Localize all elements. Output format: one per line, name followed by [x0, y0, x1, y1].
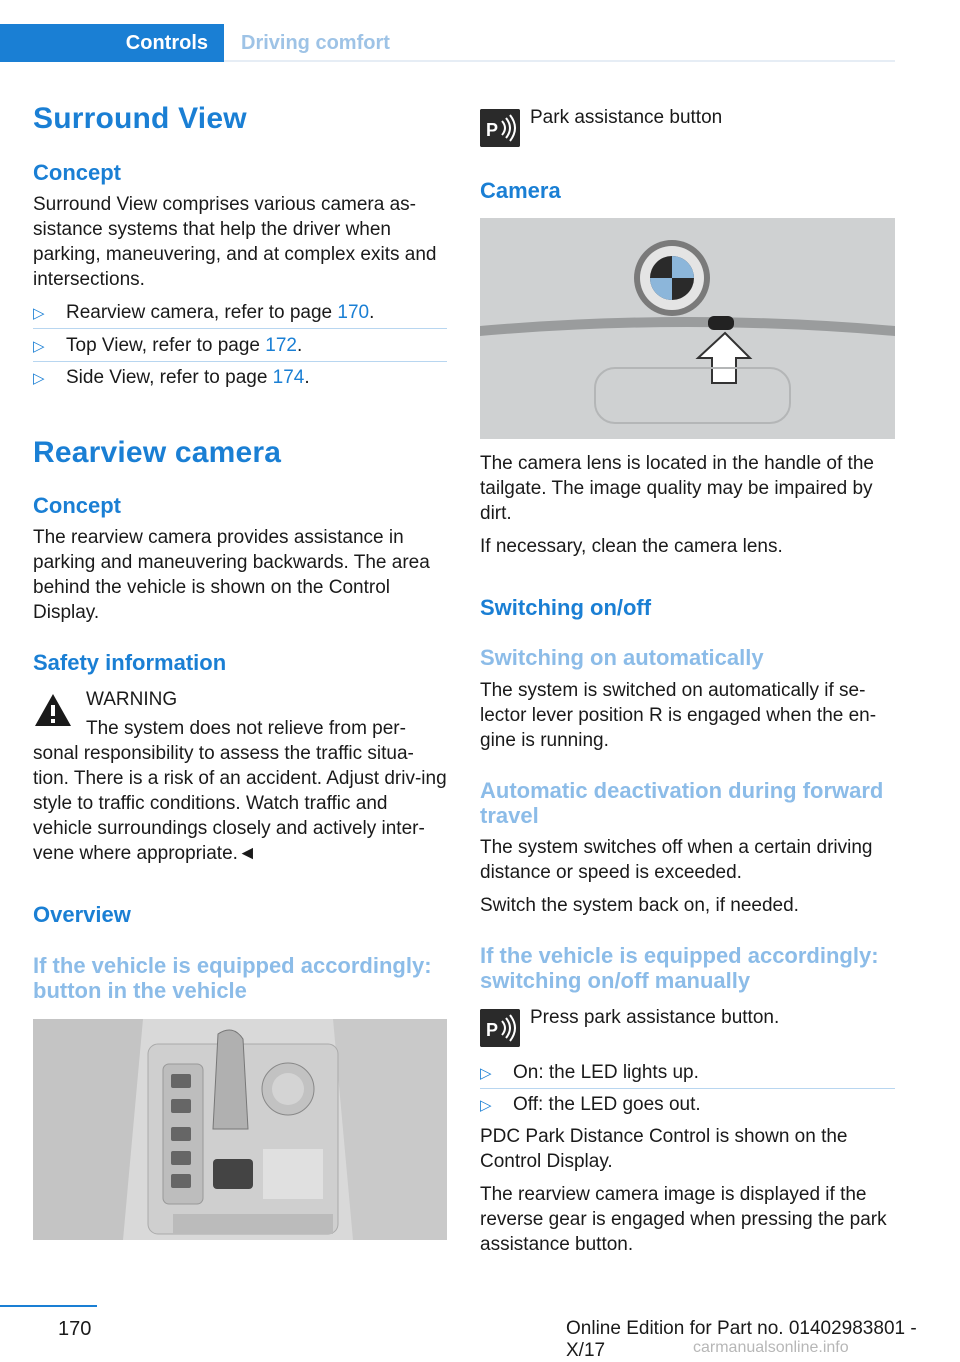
overview-heading: Overview — [33, 902, 131, 927]
list-item — [33, 300, 447, 326]
switch-back-text: Switch the system back on, if needed. — [480, 895, 799, 916]
surround-view-title: Surround View — [33, 102, 247, 135]
concept-text: The rearview camera provides assistance in parking and maneuvering backwards. The area behind the vehicle is shown on the Control Display. — [33, 527, 430, 623]
list-item-text: Rearview camera, refer to page — [66, 302, 338, 323]
page-link[interactable]: 170 — [337, 302, 370, 323]
automatic-deactivation-heading: Automatic deactivation during forward travel — [480, 778, 884, 828]
tab-driving-comfort[interactable]: Driving comfort — [241, 31, 390, 54]
switching-on-automatically-heading: Switching on automatically — [480, 645, 764, 670]
list-item — [33, 333, 447, 359]
list-item — [480, 1092, 895, 1118]
triangle-bullet-icon: ▷ — [33, 338, 45, 355]
triangle-bullet-icon: ▷ — [480, 1065, 492, 1082]
list-divider — [480, 1088, 895, 1089]
page-number: 170 — [58, 1318, 92, 1340]
list-divider — [33, 328, 447, 329]
list-item-end: . — [369, 302, 375, 323]
park-assistance-button-label: Park assistance button — [530, 107, 723, 128]
park-assistance-button-icon — [480, 1009, 520, 1047]
list-divider — [33, 361, 447, 362]
concept-text: Surround View comprises various camera as-sistance systems that help the driver when parking, maneuvering, and at complex exits and intersections. — [33, 194, 437, 290]
safety-information-heading: Safety information — [33, 650, 227, 675]
triangle-bullet-icon: ▷ — [33, 370, 45, 387]
concept-heading: Concept — [33, 160, 121, 185]
triangle-bullet-icon: ▷ — [480, 1097, 492, 1114]
list-item — [33, 365, 447, 391]
rearview-camera-title: Rearview camera — [33, 436, 282, 469]
camera-heading: Camera — [480, 178, 561, 203]
auto-on-text: The system is switched on automatically if se-lector lever position R is engaged when the en-gine is running. — [480, 680, 877, 751]
camera-image-text: The rearview camera image is displayed if the reverse gear is engaged when pressing the park assistance button. — [480, 1184, 887, 1255]
concept-heading: Concept — [33, 493, 121, 518]
list-item-end: . — [304, 367, 310, 388]
list-item-text: Off: the LED goes out. — [513, 1094, 701, 1115]
page-link[interactable]: 174 — [272, 367, 305, 388]
tab-controls[interactable]: Controls — [0, 24, 224, 62]
tailgate-camera-photo — [480, 218, 895, 439]
watermark: carmanualsonline.info — [693, 1339, 849, 1356]
list-item-text: On: the LED lights up. — [513, 1062, 699, 1083]
clean-text: If necessary, clean the camera lens. — [480, 536, 783, 557]
park-assistance-button-icon — [480, 109, 520, 147]
list-item-end: . — [296, 335, 303, 356]
camera-text: The camera lens is located in the handle of the tailgate. The image quality may be impaired by dirt. — [480, 453, 874, 524]
warning-text-first: The system does not relieve from per- — [86, 718, 406, 739]
switching-heading: Switching on/off — [480, 595, 652, 620]
pdc-text: PDC Park Distance Control is shown on the Control Display. — [480, 1126, 848, 1172]
svg-text:P: P — [486, 120, 499, 140]
press-button-text: Press park assistance button. — [530, 1007, 780, 1028]
warning-label: WARNING — [86, 689, 178, 710]
warning-triangle-icon — [33, 692, 73, 728]
warning-text: sonal responsibility to assess the traffic situa-tion. There is a risk of an accident. Adjust driv-ing style to traffic conditions. Watch traffic and vehicle surroundings closely and actively inter-vene where appropriate.◄ — [33, 743, 447, 864]
list-item-text: Top View, refer to page — [66, 335, 266, 356]
auto-off-text: The system switches off when a certain driving distance or speed is exceeded. — [480, 837, 873, 883]
page-number-line — [0, 1305, 97, 1307]
edition-footer: Online Edition for Part no. 01402983801 - X/17 — [566, 1318, 917, 1361]
button-in-vehicle-heading: If the vehicle is equipped accordingly: button in the vehicle — [33, 953, 432, 1003]
list-item-text: Side View, refer to page — [66, 367, 273, 388]
center-console-photo — [33, 1019, 447, 1240]
svg-text:P: P — [486, 1020, 499, 1040]
list-item — [480, 1060, 895, 1086]
triangle-bullet-icon: ▷ — [33, 305, 45, 322]
manual-switching-heading: If the vehicle is equipped accordingly: switching on/off manually — [480, 943, 879, 993]
page-link[interactable]: 172 — [265, 335, 297, 356]
